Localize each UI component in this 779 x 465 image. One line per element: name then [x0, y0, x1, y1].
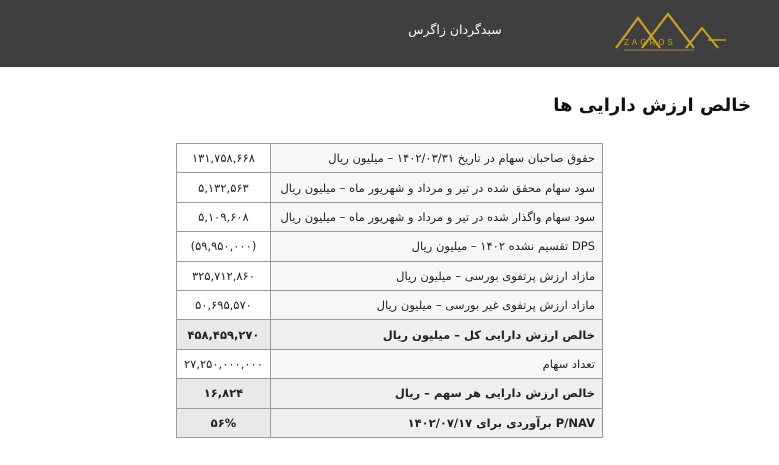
- row-value: ۵۰,۶۹۵,۵۷۰: [177, 290, 271, 319]
- row-value: ۵۶%: [177, 408, 271, 437]
- row-label: سود سهام واگذار شده در تیر و مرداد و شهریور ماه – میلیون ریال: [270, 202, 602, 231]
- zagros-logo[interactable]: [612, 10, 732, 56]
- row-label: تعداد سهام: [270, 349, 602, 378]
- table-row: [177, 320, 603, 349]
- row-value: ۲۷,۲۵۰,۰۰۰,۰۰۰: [177, 349, 271, 378]
- row-label: مازاد ارزش پرتفوی بورسی – میلیون ریال: [270, 261, 602, 290]
- row-value: (۵۹,۹۵۰,۰۰۰): [177, 232, 271, 261]
- row-value: ۴۵۸,۴۵۹,۲۷۰: [177, 320, 271, 349]
- table-row: [177, 261, 603, 290]
- row-value: ۱۳۱,۷۵۸,۶۶۸: [177, 144, 271, 173]
- row-label: خالص ارزش دارایی کل – میلیون ریال: [270, 320, 602, 349]
- table-row: [177, 202, 603, 231]
- table-row: [177, 173, 603, 202]
- table-row: [177, 349, 603, 378]
- row-value: ۵,۱۳۲,۵۶۳: [177, 173, 271, 202]
- table-row: [177, 408, 603, 437]
- table-row: [177, 144, 603, 173]
- row-label: سود سهام محقق شده در تیر و مرداد و شهریور ماه – میلیون ریال: [270, 173, 602, 202]
- row-value: ۵,۱۰۹,۶۰۸: [177, 202, 271, 231]
- brand-name[interactable]: سبدگردان زاگرس: [408, 22, 502, 37]
- row-value: ۱۶,۸۲۴: [177, 379, 271, 408]
- mountain-logo-icon: [612, 10, 732, 56]
- nav-table: [176, 143, 603, 438]
- row-label: P/NAV برآوردی برای ۱۴۰۲/۰۷/۱۷: [270, 408, 602, 437]
- logo-text: ZAGROS: [624, 38, 676, 47]
- row-label: خالص ارزش دارایی هر سهم – ریال: [270, 379, 602, 408]
- table-row: [177, 232, 603, 261]
- row-label: DPS تقسیم نشده ۱۴۰۲ – میلیون ریال: [270, 232, 602, 261]
- row-label: مازاد ارزش پرتفوی غیر بورسی – میلیون ریال: [270, 290, 602, 319]
- table-row: [177, 290, 603, 319]
- table-row: [177, 379, 603, 408]
- top-header-bar: [0, 0, 779, 67]
- row-value: ۳۲۵,۷۱۲,۸۶۰: [177, 261, 271, 290]
- page-title: خالص ارزش دارایی ها: [553, 95, 751, 116]
- row-label: حقوق صاحبان سهام در تاریخ ۱۴۰۲/۰۳/۳۱ – میلیون ریال: [270, 144, 602, 173]
